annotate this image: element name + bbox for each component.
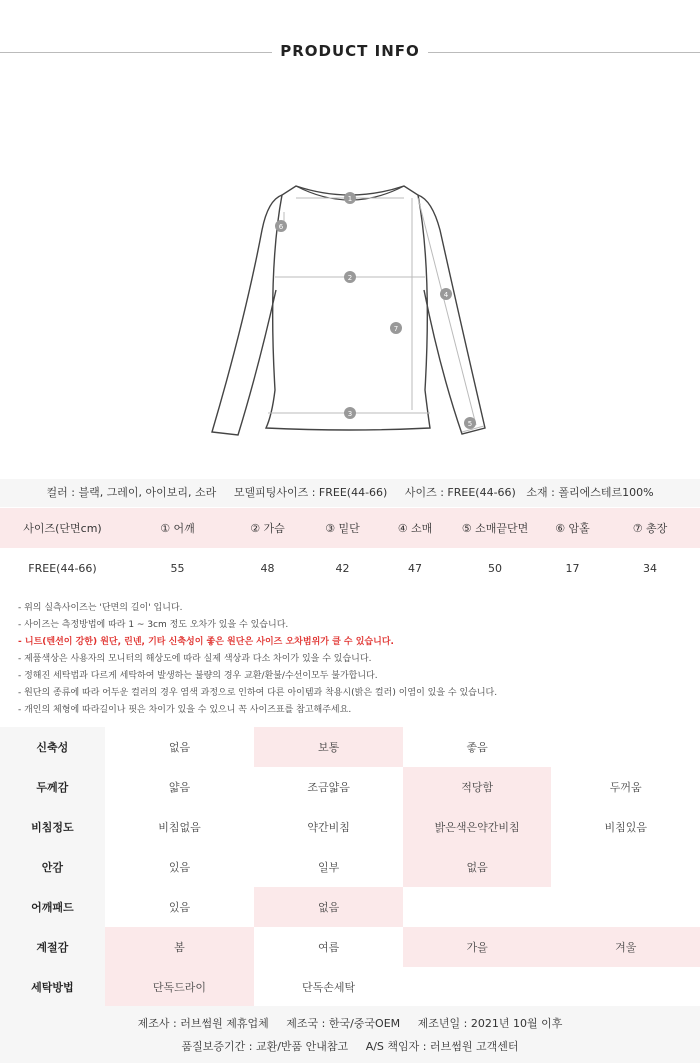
marker-2	[344, 271, 356, 283]
attribute-option: 봄	[105, 927, 255, 967]
svg-text:7: 7	[393, 325, 399, 333]
note-item: - 원단의 종류에 따라 어두운 컬러의 경우 염색 과정으로 인하여 다른 아이템과 착용시(밝은 컬러) 이염이 있을 수 있습니다.	[18, 688, 498, 698]
attribute-option: 밝은색은약간비침	[403, 807, 552, 847]
note-item: - 위의 실측사이즈는 '단면의 길이' 입니다.	[18, 603, 183, 613]
header-cell: ⑤ 소매끝단면	[461, 522, 529, 535]
table-cell: 34	[643, 561, 657, 575]
attribute-option: 얇음	[168, 781, 191, 794]
svg-text:2: 2	[347, 274, 353, 282]
attribute-row	[0, 887, 700, 927]
attribute-option	[403, 887, 552, 927]
header-cell: ④ 소매	[397, 522, 433, 535]
note-item-warning: - 니트(텐션이 강한) 원단, 린넨, 기타 신축성이 좋은 원단은 사이즈 오차범위가 클 수 있습니다.	[18, 637, 394, 647]
size-table-header	[0, 508, 700, 548]
attribute-option: 가을	[403, 927, 552, 967]
header-cell: ② 가슴	[250, 522, 285, 535]
attribute-option	[551, 887, 700, 927]
top-sketch	[0, 170, 700, 450]
maker-value: 러브썸원 제휴업체	[180, 1017, 269, 1030]
svg-text:1: 1	[347, 195, 353, 203]
size-notes	[18, 600, 688, 719]
attribute-label: 세탁방법	[0, 967, 105, 1007]
garment-diagram	[0, 170, 700, 450]
attribute-label: 어깨패드	[0, 887, 105, 927]
svg-text:3: 3	[347, 410, 353, 418]
attribute-label: 계절감	[0, 927, 105, 967]
country-label: 제조국	[286, 1017, 319, 1030]
attribute-label: 두께감	[0, 767, 105, 807]
attribute-option: 두꺼움	[609, 781, 642, 794]
attribute-row	[0, 807, 700, 847]
divider-right	[428, 52, 700, 53]
warranty-value: 교환/반품 안내참고	[255, 1040, 349, 1053]
header-cell: ⑥ 암홀	[555, 522, 590, 535]
header-cell: ③ 밑단	[325, 522, 360, 535]
section-title: PRODUCT INFO	[280, 42, 420, 60]
svg-text:4: 4	[443, 291, 449, 299]
note-item: - 제품색상은 사용자의 모니터의 해상도에 따라 실제 색상과 다소 차이가 있을 수 있습니다.	[18, 654, 372, 664]
svg-text:5: 5	[467, 420, 473, 428]
attribute-option	[551, 727, 700, 767]
as-value: 러브썸원 고객센터	[429, 1040, 519, 1053]
model-size-value: FREE(44-66)	[318, 486, 388, 499]
attribute-option: 적당함	[403, 767, 552, 807]
attribute-row	[0, 727, 700, 767]
color-label: 컬러	[46, 486, 68, 499]
note-item: - 사이즈는 측정방법에 따라 1 ~ 3cm 정도 오차가 있을 수 있습니다.	[18, 620, 289, 630]
attribute-option: 겨울	[551, 927, 700, 967]
attribute-table	[0, 727, 700, 1007]
table-cell: 47	[408, 561, 422, 575]
attribute-option: 단독드라이	[105, 967, 255, 1007]
marker-6	[275, 220, 287, 232]
date-label: 제조년일	[417, 1017, 461, 1030]
marker-5	[464, 417, 476, 429]
footer-line-1: 제조사 : 러브썸원 제휴업체 제조국 : 한국/중국OEM 제조년일 : 2021년 10월 이후	[137, 1017, 563, 1030]
table-cell: 48	[260, 561, 275, 575]
attribute-row	[0, 967, 700, 1007]
attribute-option: 있음	[168, 861, 191, 874]
size-label: 사이즈	[404, 486, 437, 499]
material-label: 소재	[526, 486, 548, 499]
attribute-option	[551, 847, 700, 887]
product-footer	[0, 1006, 700, 1063]
attribute-option	[551, 967, 700, 1007]
attribute-option: 좋음	[466, 741, 488, 754]
marker-7	[390, 322, 402, 334]
attribute-label: 신축성	[0, 727, 105, 767]
header-cell: ① 어깨	[160, 522, 195, 535]
section-header	[0, 0, 700, 106]
attribute-row	[0, 847, 700, 887]
as-label: A/S 책임자	[365, 1040, 420, 1053]
product-summary: 컬러 : 블랙, 그레이, 아이보리, 소라 모델피팅사이즈 : FREE(44-66) 사이즈 : FREE(44-66) 소재 : 폴리에스테르100%	[0, 479, 700, 507]
attribute-option: 비침있음	[604, 821, 647, 834]
marker-3	[344, 407, 356, 419]
size-table	[0, 508, 700, 588]
attribute-option: 없음	[254, 887, 403, 927]
attribute-option: 조금얇음	[307, 781, 350, 794]
table-row	[0, 548, 700, 588]
attribute-option: 보통	[254, 727, 403, 767]
attribute-label: 안감	[0, 847, 105, 887]
attribute-option: 여름	[317, 941, 340, 954]
note-item: - 개인의 체형에 따라길이나 핏은 차이가 있을 수 있으니 꼭 사이즈표를 참고해주세요.	[18, 705, 352, 715]
size-value: FREE(44-66)	[447, 486, 516, 499]
model-size-label: 모델피팅사이즈	[233, 486, 309, 499]
material-value: 폴리에스테르100%	[558, 486, 654, 499]
attribute-row	[0, 767, 700, 807]
table-cell: FREE(44-66)	[28, 561, 97, 575]
table-cell: 17	[565, 561, 580, 575]
attribute-option: 약간비침	[307, 821, 350, 834]
country-value: 한국/중국OEM	[328, 1017, 401, 1030]
marker-4	[440, 288, 452, 300]
table-cell: 55	[170, 561, 185, 575]
attribute-option: 일부	[317, 861, 340, 874]
marker-1	[344, 192, 356, 204]
date-value: 2021년 10월 이후	[470, 1017, 563, 1030]
footer-line-2: 품질보증기간 : 교환/반품 안내참고 A/S 책임자 : 러브썸원 고객센터	[181, 1040, 519, 1053]
attribute-option: 없음	[403, 847, 552, 887]
attribute-option: 없음	[168, 741, 191, 754]
table-cell: 50	[488, 561, 502, 575]
header-cell: 사이즈(단면cm)	[23, 522, 102, 535]
table-cell: 42	[335, 561, 350, 575]
note-item: - 정해진 세탁법과 다르게 세탁하여 발생하는 불량의 경우 교환/환불/수선이모두 불가합니다.	[18, 671, 378, 681]
attribute-option: 비침없음	[158, 821, 201, 834]
warranty-label: 품질보증기간	[181, 1040, 246, 1053]
attribute-option	[403, 967, 552, 1007]
attribute-option: 단독손세탁	[302, 981, 356, 994]
attribute-option: 있음	[168, 901, 191, 914]
color-value: 블랙, 그레이, 아이보리, 소라	[78, 486, 217, 499]
header-cell: ⑦ 총장	[632, 522, 668, 535]
maker-label: 제조사	[137, 1017, 170, 1030]
svg-text:6: 6	[278, 223, 284, 231]
attribute-row	[0, 927, 700, 967]
attribute-label: 비침정도	[0, 807, 105, 847]
